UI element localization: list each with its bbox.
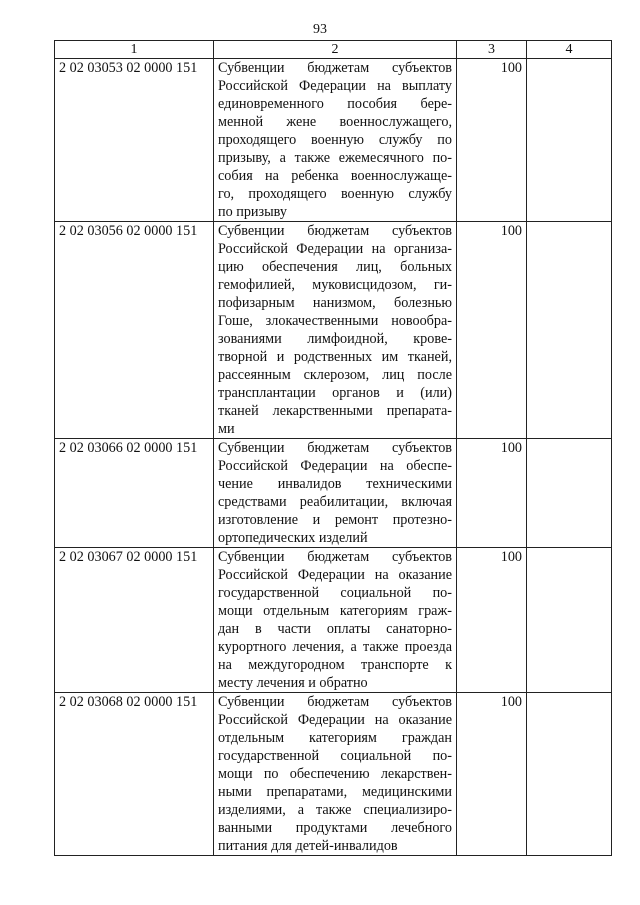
description-line: творной и родственных им тканей,	[218, 349, 452, 365]
description-cell	[214, 439, 457, 548]
description-line: Российской Федерации на оказание	[218, 712, 452, 728]
page-number: 93	[313, 22, 327, 37]
description-line: курортного лечения, а также проезда	[218, 639, 452, 655]
description-line: мощи отдельным категориям граж-	[218, 603, 452, 619]
description-line: рассеянным склерозом, лиц после	[218, 367, 452, 383]
description-line: изготовление и ремонт протезно-	[218, 512, 452, 528]
description-line: государственной социальной по-	[218, 748, 452, 764]
budget-code-cell: 2 02 03068 02 0000 151	[55, 693, 214, 856]
table-row	[55, 548, 612, 693]
column-4-cell	[527, 439, 612, 548]
description-line: Российской Федерации на обеспе-	[218, 458, 452, 474]
description-cell	[214, 222, 457, 439]
description-line: Субвенции бюджетам субъектов	[218, 440, 452, 456]
description-line: го, проходящего военную службу	[218, 186, 452, 202]
description-cell	[214, 59, 457, 222]
column-header-3: 3	[457, 41, 527, 59]
description-line: гемофилией, муковисцидозом, ги-	[218, 277, 452, 293]
table-row	[55, 222, 612, 439]
description-line: мощи по обеспечению лекарствен-	[218, 766, 452, 782]
amount-cell: 100	[457, 439, 527, 548]
table-row	[55, 693, 612, 856]
description-line: средствами реабилитации, включая	[218, 494, 452, 510]
description-line: по призыву	[218, 204, 287, 220]
description-line: дан в части оплаты санаторно-	[218, 621, 452, 637]
description-line: ванными продуктами лечебного	[218, 820, 452, 836]
description-cell	[214, 548, 457, 693]
description-line: на междугородном транспорте к	[218, 657, 452, 673]
budget-code-cell: 2 02 03066 02 0000 151	[55, 439, 214, 548]
description-line: питания для детей-инвалидов	[218, 838, 398, 854]
description-line: Российской Федерации на организа-	[218, 241, 452, 257]
description-line: призыву, а также ежемесячного по-	[218, 150, 452, 166]
description-line: менной жене военнослужащего,	[218, 114, 452, 130]
description-line: государственной социальной по-	[218, 585, 452, 601]
column-4-cell	[527, 59, 612, 222]
description-line: зованиями лимфоидной, крове-	[218, 331, 452, 347]
table-row	[55, 59, 612, 222]
description-line: отдельным категориям граждан	[218, 730, 452, 746]
amount-cell: 100	[457, 548, 527, 693]
amount-cell: 100	[457, 693, 527, 856]
description-line: Гоше, злокачественными новообра-	[218, 313, 452, 329]
budget-code-cell: 2 02 03056 02 0000 151	[55, 222, 214, 439]
description-line: Субвенции бюджетам субъектов	[218, 60, 452, 76]
column-4-cell	[527, 548, 612, 693]
column-header-2: 2	[214, 41, 457, 59]
description-line: ми	[218, 421, 235, 437]
budget-table	[54, 40, 612, 856]
description-line: Российской Федерации на оказание	[218, 567, 452, 583]
column-header-1: 1	[55, 41, 214, 59]
description-line: Субвенции бюджетам субъектов	[218, 223, 452, 239]
budget-code-cell: 2 02 03067 02 0000 151	[55, 548, 214, 693]
column-4-cell	[527, 693, 612, 856]
budget-code-cell: 2 02 03053 02 0000 151	[55, 59, 214, 222]
column-header-4: 4	[527, 41, 612, 59]
amount-cell: 100	[457, 222, 527, 439]
amount-cell: 100	[457, 59, 527, 222]
description-line: трансплантации органов и (или)	[218, 385, 452, 401]
description-line: месту лечения и обратно	[218, 675, 368, 691]
description-line: проходящего военную службу по	[218, 132, 452, 148]
description-line: тканей лекарственными препарата-	[218, 403, 452, 419]
description-line: цию обеспечения лиц, больных	[218, 259, 452, 275]
description-line: чение инвалидов техническими	[218, 476, 452, 492]
description-line: изделиями, а также специализиро-	[218, 802, 452, 818]
description-line: собия на ребенка военнослужаще-	[218, 168, 452, 184]
description-cell	[214, 693, 457, 856]
description-line: единовременного пособия бере-	[218, 96, 452, 112]
description-line: ными препаратами, медицинскими	[218, 784, 452, 800]
table-row	[55, 439, 612, 548]
description-line: Субвенции бюджетам субъектов	[218, 549, 452, 565]
table-header-row	[55, 41, 612, 59]
description-line: пофизарным нанизмом, болезнью	[218, 295, 452, 311]
description-line: Субвенции бюджетам субъектов	[218, 694, 452, 710]
description-line: Российской Федерации на выплату	[218, 78, 452, 94]
description-line: ортопедических изделий	[218, 530, 368, 546]
column-4-cell	[527, 222, 612, 439]
